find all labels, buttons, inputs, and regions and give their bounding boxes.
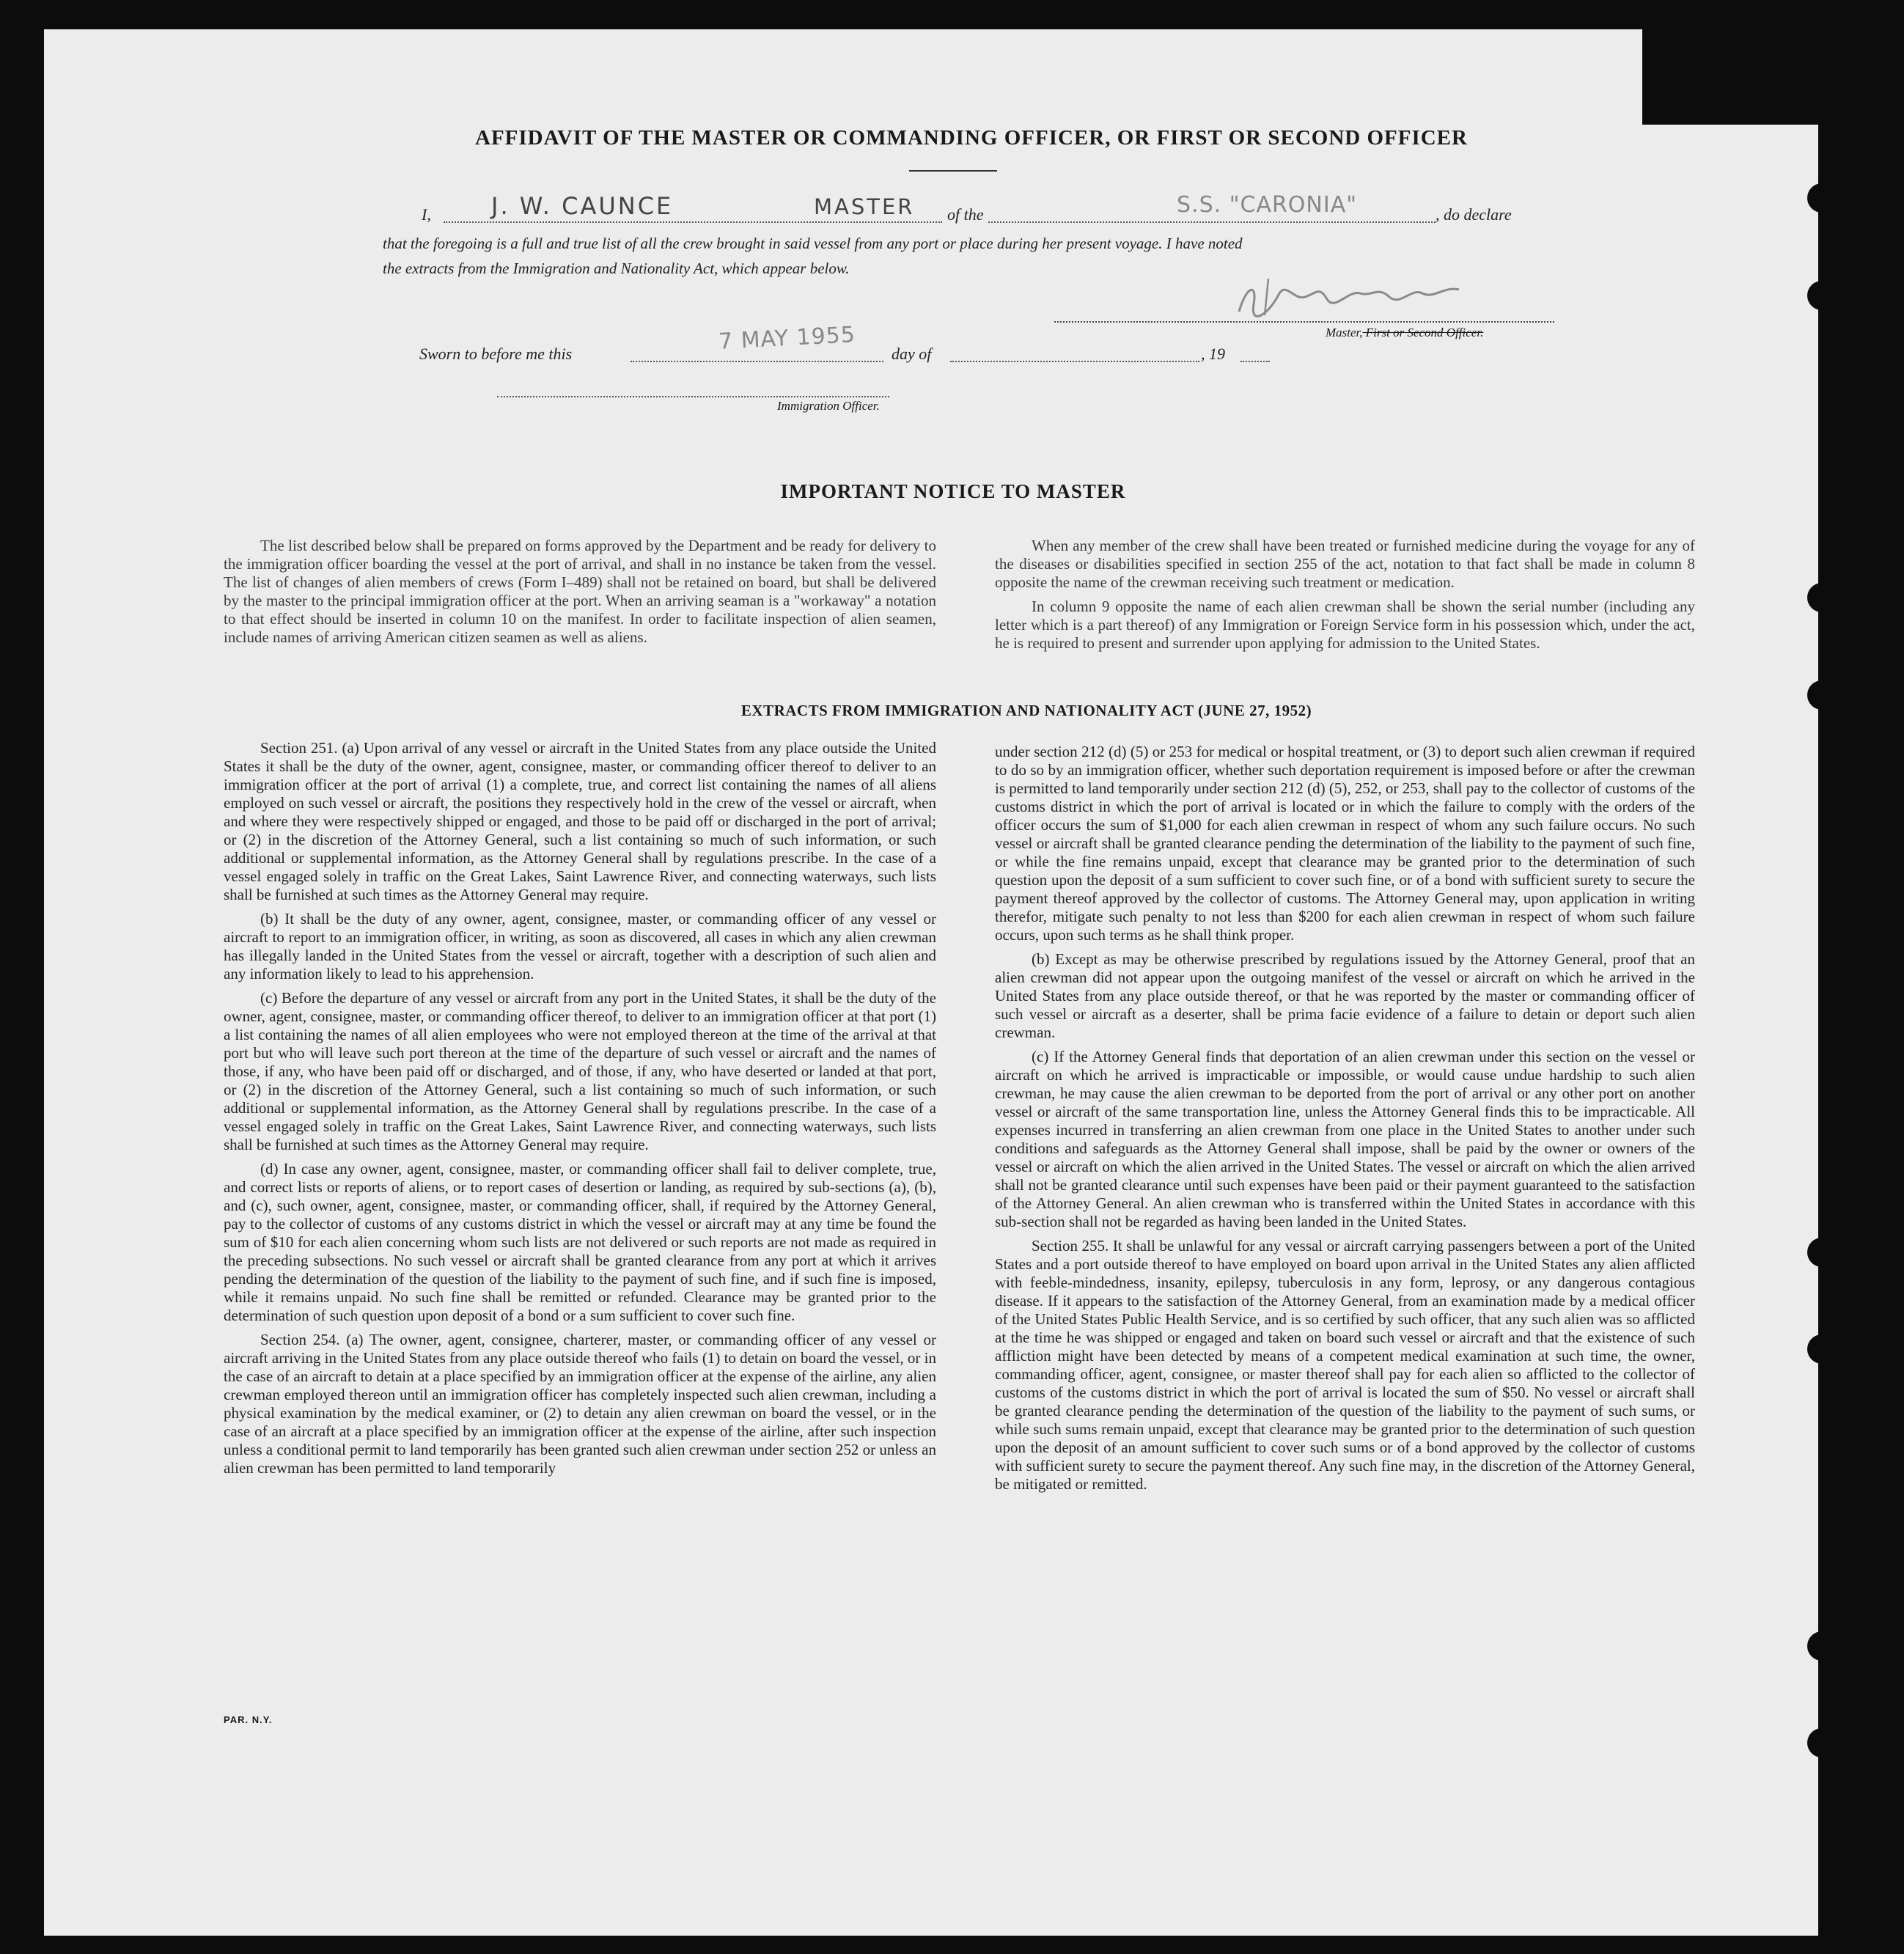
section-254b: (b) Except as may be otherwise prescribed by regulations issued by the Attorney General, proof that an alien crewman did not appear upon the outgoing manifest of the vessel or aircraft on which he arrived in the United States from any place outside thereof, or that he was reported by the master or commanding officer of such vessel or aircraft as a deserter, shall be prima facie evidence of a failure to detain or deport such alien crewman.	[995, 950, 1695, 1041]
notice-left-column	[224, 537, 936, 653]
caption-master: Master,	[1326, 326, 1363, 339]
section-254a: Section 254. (a) The owner, agent, consignee, charterer, master, or commanding officer of any vessel or aircraft arriving in the United States from any place outside thereof who fails (1) to detain on board the vessel, or in the case of an aircraft to detain at a place specified by an immigration officer at the expense of the airline, any alien crewman employed thereon until an immigration officer has completely inspected such alien crewman, including a physical examination by the medical examiner, or (2) to detain any alien crewman on board the vessel, or in the case of an aircraft at a place specified by an immigration officer at the expense of the airline, after such inspection unless a conditional permit to land temporarily has been granted such alien crewman under section 252 or unless an alien crewman has been permitted to land temporarily	[224, 1331, 936, 1477]
signer-caption	[1326, 326, 1483, 340]
section-254a-cont: under section 212 (d) (5) or 253 for medical or hospital treatment, or (3) to deport such alien crewman if required to do so by an immigration officer, whether such deportation requirement is imposed before or after the crewman is permitted to land temporarily under section 212 (d) (5), 252, or 253, shall pay to the collector of customs of the customs district in which the port of arrival is located or in which the failure to comply with the orders of the officer occurs the sum of $1,000 for each alien crewman in respect of whom any such failure occurs. No such vessel or aircraft shall be granted clearance pending the determination of the liability to the payment of such fine, or while the fine remains unpaid, except that clearance may be granted prior to the determination of such question upon the deposit of a sum sufficient to cover such fine, or of a bond with sufficient surety to secure the payment thereof approved by the collector of customs. The Attorney General may, upon application in writing therefor, mitigate such penalty to not less than $200 for each alien crewman in respect of whom such failure occurs, upon such terms as he shall think proper.	[995, 743, 1695, 944]
sworn-month-blank	[950, 361, 1199, 362]
section-255: Section 255. It shall be unlawful for any vessal or aircraft carrying passengers between a port of the United States and a port outside thereof to have employed on board upon arrival in the United States any alien afflicted with feeble-mindedness, insanity, epilepsy, tuberculosis in any form, leprosy, or any dangerous contagious disease. If it appears to the satisfaction of the Attorney General, from an examination made by a medical officer of the United States Public Health Service, and is so certified by such officer, that any such alien was so afflicted at the time he was shipped or engaged and taken on board such vessel or aircraft and that the existence of such affliction might have been detected by means of a competent medical examination at such time, the owner, commanding officer, agent, consignee, or master thereof shall pay for each alien so afflicted to the collector of customs of the customs district in which the port of arrival is located the sum of $50. No vessel or aircraft shall be granted clearance pending the determination of the question of the liability to the payment of such sums, or while such sums remain unpaid, except that clearance may be granted prior to the determination of such question upon the deposit of an amount sufficient to cover such sums or of a bond approved by the collector of customs with sufficient surety to secure the payment thereof. Any such fine may, in the discretion of the Attorney General, be mitigated or remitted.	[995, 1237, 1695, 1493]
vessel-blank	[988, 221, 1436, 223]
notice-right-column	[995, 537, 1695, 658]
signature-line	[1054, 321, 1554, 323]
binder-hole	[1807, 183, 1837, 213]
affidavit-title: AFFIDAVIT OF THE MASTER OR COMMANDING OFFICER, OR FIRST OR SECOND OFFICER	[475, 126, 1468, 150]
officer-signature-line	[497, 396, 889, 397]
notice-heading: IMPORTANT NOTICE TO MASTER	[780, 480, 1126, 502]
section-254c: (c) If the Attorney General finds that deportation of an alien crewman under this section on the vessel or aircraft on which he arrived is impracticable or impossible, or would cause undue hardship to such alien crewman, he may cause the alien crewman to be deported from the port of arrival or any other port on another vessel or aircraft of the same transportation line, unless the Attorney General finds this to be impracticable. All expenses incurred in transferring an alien crewman from one place in the United States to another under such conditions and safeguards as the Attorney General shall impose, shall be paid by the owner or owners of the vessel or aircraft on which the alien arrived in the United States. The vessel or aircraft on which the alien arrived shall not be granted clearance until such expenses have been paid or their payment guaranteed to the satisfaction of the Attorney General. An alien crewman who is transferred within the United States in accordance with this sub-section shall not be regarded as having been landed in the United States.	[995, 1048, 1695, 1230]
binder-hole	[1807, 583, 1837, 612]
sworn-prefix: Sworn to before me this	[419, 345, 573, 363]
line1-prefix: I,	[422, 205, 431, 224]
binder-hole	[1807, 680, 1837, 710]
torn-corner	[1642, 29, 1818, 125]
extracts-left-column	[224, 739, 936, 1483]
binder-hole	[1807, 281, 1837, 310]
declaration-line-2: that the foregoing is a full and true list of all the crew brought in said vessel from any port or place during her present voyage. I have noted	[383, 235, 1243, 252]
section-251b: (b) It shall be the duty of any owner, agent, consignee, master, or commanding officer of any vessel or aircraft to report to an immigration officer, in writing, as soon as discovered, all cases in which any alien crewman has illegally landed in the United States from the vessel or aircraft, together with a description of such alien and any information likely to lead to his apprehension.	[224, 910, 936, 982]
caption-struck: First or Second Officer.	[1362, 326, 1484, 339]
line1-suffix: , do declare	[1436, 205, 1512, 224]
sworn-year-blank	[1240, 361, 1270, 362]
binder-hole	[1807, 1631, 1837, 1661]
binder-hole	[1807, 1238, 1837, 1267]
binder-hole	[1807, 1334, 1837, 1364]
date-stamp: 7 MAY 1955	[718, 322, 856, 355]
extracts-right-column	[995, 743, 1695, 1499]
line1-of-the: of the	[947, 205, 984, 224]
notice-right-paragraph-2: In column 9 opposite the name of each alien crewman shall be shown the serial number (including any letter which is a part thereof) of any Immigration or Foreign Service form in his possession which, under the act, he is required to present and surrender upon applying for admission to the United States.	[995, 598, 1695, 652]
notice-left-paragraph: The list described below shall be prepared on forms approved by the Department and be ready for delivery to the immigration officer boarding the vessel at the port of arrival, and shall in no instance be taken from the vessel. The list of changes of alien members of crews (Form I–489) shall not be retained on board, but shall be delivered by the master to the principal immigration officer at the port. When an arriving seaman is a "workaway" a notation to that effect should be inserted in column 10 on the manifest. In order to facilitate inspection of alien seamen, include names of arriving American citizen seamen as well as aliens.	[224, 537, 936, 646]
name-blank	[444, 221, 942, 223]
rank-entry: MASTER	[814, 194, 915, 219]
sworn-day-of: day of	[892, 345, 932, 363]
officer-caption: Immigration Officer.	[777, 399, 880, 413]
printer-code: PAR. N.Y.	[224, 1714, 273, 1725]
master-signature	[1224, 271, 1488, 323]
sworn-day-blank	[631, 361, 883, 362]
section-251d: (d) In case any owner, agent, consignee, master, or commanding officer shall fail to deliver complete, true, and correct lists or reports of aliens, or to report cases of desertion or landing, as required by sub-sections (a), (b), and (c), such owner, agent, consignee, master, or commanding officer, shall, if required by the Attorney General, pay to the collector of customs of any customs district in which the vessel or aircraft may at any time be found the sum of $10 for each alien concerning whom such lists are not delivered or such reports are not made as required in the preceding subsections. No such vessel or aircraft shall be granted clearance from any port at which it arrives pending the determination of the question of the liability to the payment of such fine, and if such fine is imposed, while it remains unpaid. No such fine shall be remitted or refunded. Clearance may be granted prior to the determination of such question upon deposit of a bond or a sum sufficient to cover such fine.	[224, 1160, 936, 1324]
section-251a: Section 251. (a) Upon arrival of any vessel or aircraft in the United States from any place outside the United States it shall be the duty of the owner, agent, consignee, master, or commanding officer thereof to deliver to an immigration officer at the port of arrival (1) a complete, true, and correct list containing the names of all aliens employed on such vessel or aircraft, the positions they respectively hold in the crew of the vessel or aircraft, when and where they were respectively shipped or engaged, and those to be paid off or discharged in the port of arrival; or (2) in the discretion of the Attorney General, such a list containing so much of such information, or such additional or supplemental information, as the Attorney General shall by regulations prescribe. In the case of a vessel engaged solely in traffic on the Great Lakes, Saint Lawrence River, and connecting waterways, such lists shall be furnished at such times as the Attorney General may require.	[224, 739, 936, 903]
title-rule	[909, 170, 997, 172]
binder-hole	[1807, 1728, 1837, 1758]
notice-right-paragraph-1: When any member of the crew shall have been treated or furnished medicine during the voyage for any of the diseases or disabilities specified in section 255 of the act, notation to that fact shall be made in column 8 opposite the name of the crewman receiving such treatment or medication.	[995, 537, 1695, 591]
master-name: J. W. CAUNCE	[491, 192, 674, 220]
sworn-year: , 19	[1201, 345, 1225, 363]
section-251c: (c) Before the departure of any vessel or aircraft from any port in the United States, it shall be the duty of the owner, agent, consignee, master, or commanding officer thereof, to deliver to an immigration officer at that port (1) a list containing the names of all alien employees who were not employed thereon at the time of the arrival at that port but who will leave such port thereon at the time of the departure of such vessel or aircraft and the names of those, if any, who have been paid off or discharged, and of those, if any, who have deserted or landed at that port, or (2) in the discretion of the Attorney General, such a list containing so much of such information, or such additional or supplemental information, as the Attorney General shall by regulations prescribe. In the case of a vessel engaged solely in traffic on the Great Lakes, Saint Lawrence River, and connecting waterways, such lists shall be furnished at such times as the Attorney General may require.	[224, 989, 936, 1153]
extracts-heading: EXTRACTS FROM IMMIGRATION AND NATIONALITY ACT (JUNE 27, 1952)	[740, 702, 1312, 719]
declaration-line-3: the extracts from the Immigration and Nationality Act, which appear below.	[383, 260, 850, 277]
vessel-name: S.S. "CARONIA"	[1177, 192, 1358, 218]
